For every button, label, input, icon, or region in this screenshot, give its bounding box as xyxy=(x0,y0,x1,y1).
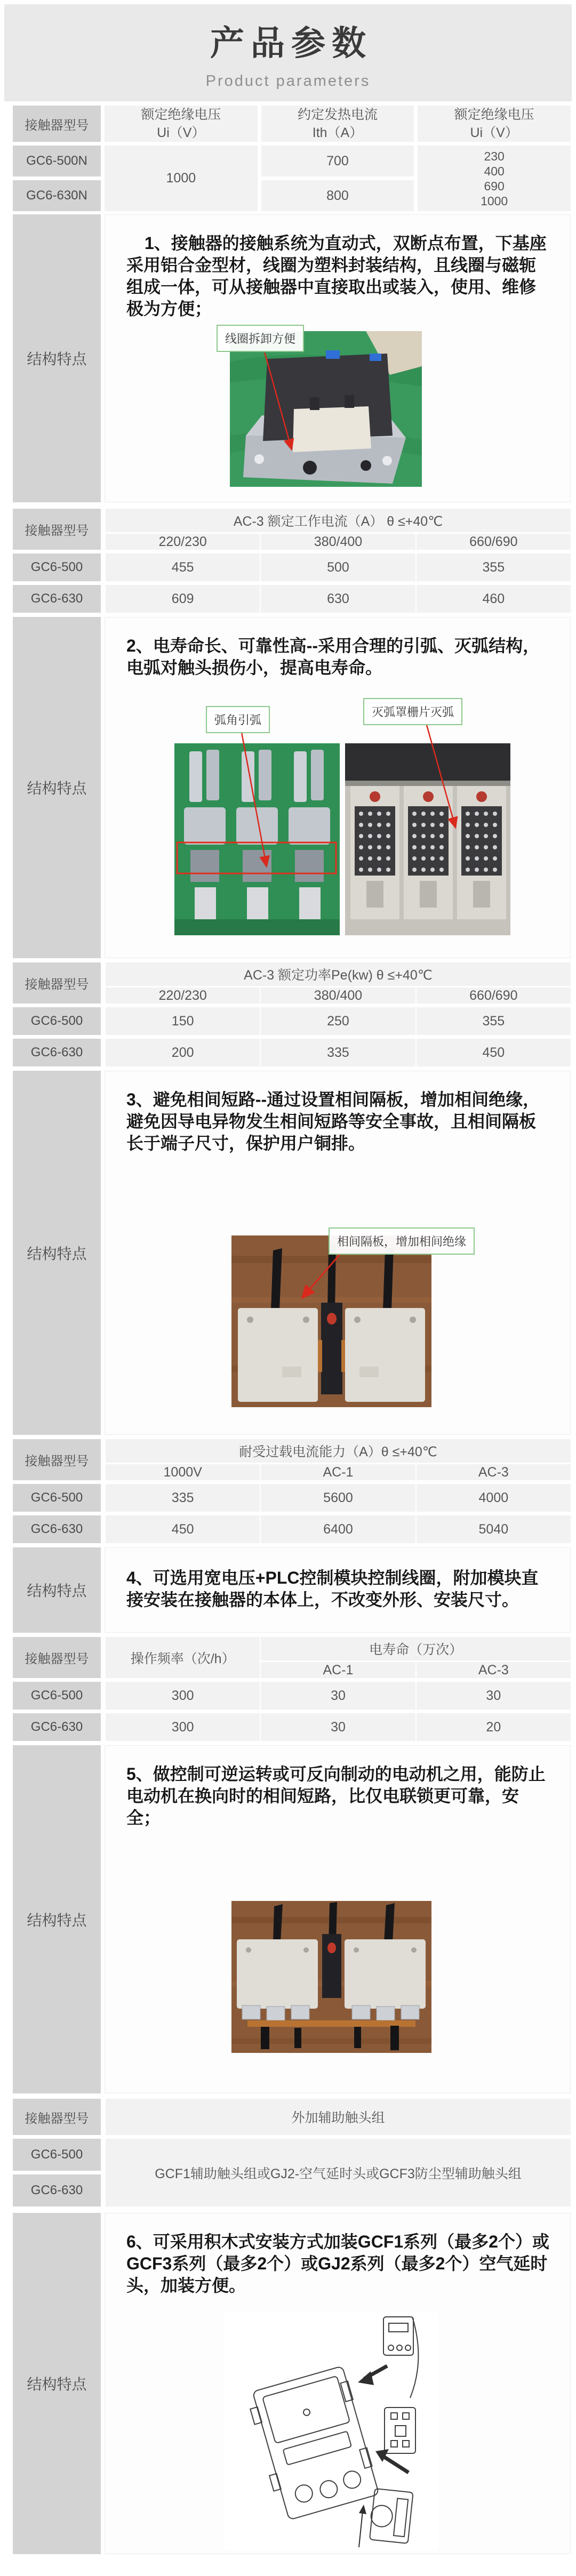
feature-text-3: 3、避免相间短路--通过设置相间隔板，增加相间绝缘，避免因导电异物发生相间短路等安全事故，且相间隔板长于端子尺寸，保护用户铜排。 xyxy=(126,1090,540,1153)
condition-col: AC-1 xyxy=(261,1464,415,1480)
callout-coil-removal xyxy=(217,325,304,352)
voltage-col: 220/230 xyxy=(106,534,260,550)
header-operation-frequency: 操作频率（次/h） xyxy=(106,1637,260,1678)
value-cell: 4000 xyxy=(417,1484,571,1512)
feature-label: 结构特点 xyxy=(13,1745,101,2093)
ue-value: 1000 xyxy=(481,194,508,208)
callout-text: 相间隔板，增加相间绝缘 xyxy=(337,1235,467,1248)
value-cell: 609 xyxy=(106,585,260,613)
value-cell: 150 xyxy=(106,1007,260,1035)
row-label: GC6-630 xyxy=(13,1039,101,1066)
value-cell: 450 xyxy=(417,1039,571,1066)
value-cell: 6400 xyxy=(261,1515,415,1543)
value-cell-ith: 800 xyxy=(261,180,414,211)
photo-stage-2 xyxy=(105,681,570,940)
row-label: GC6-500 xyxy=(13,1007,101,1035)
ue-value: 230 xyxy=(484,149,505,163)
model-column-header: 接触器型号 xyxy=(13,1439,101,1480)
header-line: 额定绝缘电压 xyxy=(454,107,534,122)
photo-stage-1 xyxy=(105,322,570,489)
model-column-header: 接触器型号 xyxy=(13,2099,101,2135)
value-cell: 455 xyxy=(106,553,260,581)
value-cell: 5040 xyxy=(417,1515,571,1543)
callout-arc-horn xyxy=(206,706,270,733)
page-subtitle: Product parameters xyxy=(205,72,371,90)
value-cell: 20 xyxy=(417,1713,571,1741)
row-label: GC6-630N xyxy=(13,180,101,211)
feature-section-1 xyxy=(13,214,571,502)
row-label: GC6-500 xyxy=(13,553,101,581)
feature-label: 结构特点 xyxy=(13,214,101,502)
feature-text-4: 4、可选用宽电压+PLC控制模块控制线圈，附加模块直接安装在接触器的本体上，不改变外形、安装尺寸。 xyxy=(126,1568,539,1609)
page-header xyxy=(4,4,572,101)
feature-text-2: 2、电寿命长、可靠性高--采用合理的引弧、灭弧结构，电弧对触头损伤小，提高电寿命。 xyxy=(126,636,540,677)
feature-text-5: 5、做控制可逆运转或可反向制动的电动机之用，能防止电动机在换向时的相间短路，比仅电联锁更可靠，安全； xyxy=(126,1764,546,1827)
value-cell: 5600 xyxy=(261,1484,415,1512)
table-overload-capacity xyxy=(13,1439,571,1543)
callout-phase-barrier xyxy=(329,1227,475,1255)
feature-body-2 xyxy=(105,617,571,958)
callout-text: 灭弧罩栅片灭弧 xyxy=(372,705,454,719)
ue-value: 690 xyxy=(484,179,505,193)
row-label: GC6-630 xyxy=(13,585,101,613)
value-cell-auxiliary: GCF1辅助触头组或GJ2-空气延时头或GCF3防尘型辅助触头组 xyxy=(106,2139,571,2206)
feature-body-6 xyxy=(105,2213,571,2554)
voltage-col: 660/690 xyxy=(417,988,571,1004)
header-line: 额定绝缘电压 xyxy=(141,107,221,122)
condition-col: AC-3 xyxy=(417,1464,571,1480)
life-col: AC-3 xyxy=(417,1662,571,1678)
feature-section-2 xyxy=(13,617,571,958)
value-cell: 335 xyxy=(106,1484,260,1512)
feature-text-1: 1、接触器的接触系统为直动式，双断点布置，下基座采用铝合金型材，线圈为塑料封装结构，且线圈与磁轭组成一体，可从接触器中直接取出或装入，使用、维修极为方便； xyxy=(126,234,547,318)
value-cell-ui: 1000 xyxy=(105,146,258,211)
feature-section-4 xyxy=(13,1547,571,1633)
callout-arc-chute xyxy=(363,698,462,725)
value-cell: 30 xyxy=(417,1682,571,1710)
table-rated-power xyxy=(13,962,571,1066)
value-cell: 355 xyxy=(417,1007,571,1035)
voltage-col: 220/230 xyxy=(106,988,260,1004)
feature-label: 结构特点 xyxy=(13,617,101,958)
header-line: Ith（A） xyxy=(312,125,363,140)
table-span-header: AC-3 额定工作电流（A） θ ≤+40℃ xyxy=(106,509,571,532)
row-label: GC6-630 xyxy=(13,1515,101,1543)
feature-section-6 xyxy=(13,2213,571,2554)
value-cell: 355 xyxy=(417,553,571,581)
value-cell-ue-list xyxy=(418,146,571,211)
voltage-col: 380/400 xyxy=(261,988,415,1004)
callout-text: 线圈拆卸方便 xyxy=(225,332,296,346)
page-title: 产品参数 xyxy=(210,23,372,62)
value-cell-ith: 700 xyxy=(261,146,414,176)
row-label: GC6-500N xyxy=(13,146,101,176)
header-thermal-current xyxy=(261,106,414,142)
table-rated-current xyxy=(13,509,571,613)
table-frequency-life xyxy=(13,1637,571,1741)
callout-text: 弧角引弧 xyxy=(214,713,262,727)
value-cell: 30 xyxy=(261,1713,415,1741)
ue-value: 400 xyxy=(484,164,505,178)
header-rated-voltage xyxy=(418,106,571,142)
arc-contact-photo xyxy=(174,743,340,935)
accessory-mounting-diagram xyxy=(225,2313,438,2550)
life-col: AC-1 xyxy=(261,1662,415,1678)
model-column-header: 接触器型号 xyxy=(13,962,101,1004)
feature-text-6: 6、可采用积木式安装方式加装GCF1系列（最多2个）或GCF3系列（最多2个）或GJ2系列（最多2个）空气延时头，加装方便。 xyxy=(126,2232,549,2295)
value-cell: 335 xyxy=(261,1039,415,1066)
condition-col: 1000V xyxy=(106,1464,260,1480)
header-electrical-life: 电寿命（万次） xyxy=(261,1637,571,1660)
row-label: GC6-630 xyxy=(13,1713,101,1741)
feature-body-4 xyxy=(105,1547,571,1633)
arc-chute-photo xyxy=(345,743,510,935)
value-cell: 250 xyxy=(261,1007,415,1035)
coil-removal-photo xyxy=(230,331,422,487)
feature-body-5 xyxy=(105,1745,571,2093)
photo-stage-5 xyxy=(105,1898,570,2056)
row-label: GC6-500 xyxy=(13,1682,101,1710)
header-line: Ui（V） xyxy=(157,125,205,140)
row-label: GC6-500 xyxy=(13,2139,101,2171)
feature-section-3 xyxy=(13,1071,571,1435)
value-cell: 460 xyxy=(417,585,571,613)
header-line: 约定发热电流 xyxy=(297,107,378,122)
reversing-contactor-photo xyxy=(231,1901,431,2053)
model-column-header: 接触器型号 xyxy=(13,1637,101,1678)
feature-label: 结构特点 xyxy=(13,2213,101,2554)
value-cell: 30 xyxy=(261,1682,415,1710)
value-cell: 200 xyxy=(106,1039,260,1066)
diagram-stage-6 xyxy=(105,2310,570,2550)
value-cell: 300 xyxy=(106,1713,260,1741)
table-span-header: AC-3 额定功率Pe(kw) θ ≤+40℃ xyxy=(106,962,571,986)
feature-section-5 xyxy=(13,1745,571,2093)
feature-label: 结构特点 xyxy=(13,1547,101,1633)
table-span-header: 耐受过载电流能力（A）θ ≤+40℃ xyxy=(106,1439,571,1463)
value-cell: 300 xyxy=(106,1682,260,1710)
feature-body-3 xyxy=(105,1071,571,1435)
header-insulation-voltage xyxy=(105,106,258,142)
table-auxiliary-contacts xyxy=(13,2099,571,2206)
table-span-header: 外加辅助触头组 xyxy=(106,2099,571,2135)
value-cell: 630 xyxy=(261,585,415,613)
voltage-col: 380/400 xyxy=(261,534,415,550)
row-label: GC6-500 xyxy=(13,1484,101,1512)
value-cell: 450 xyxy=(106,1515,260,1543)
photo-stage-3 xyxy=(105,1226,570,1418)
header-line: Ui（V） xyxy=(470,125,518,140)
table-basic-ratings xyxy=(13,106,571,211)
feature-body-1 xyxy=(105,214,571,502)
feature-label: 结构特点 xyxy=(13,1071,101,1435)
voltage-col: 660/690 xyxy=(417,534,571,550)
model-column-header: 接触器型号 xyxy=(13,509,101,550)
value-cell: 500 xyxy=(261,553,415,581)
model-column-header: 接触器型号 xyxy=(13,106,101,142)
phase-barrier-photo xyxy=(231,1235,431,1407)
row-label: GC6-630 xyxy=(13,2174,101,2206)
